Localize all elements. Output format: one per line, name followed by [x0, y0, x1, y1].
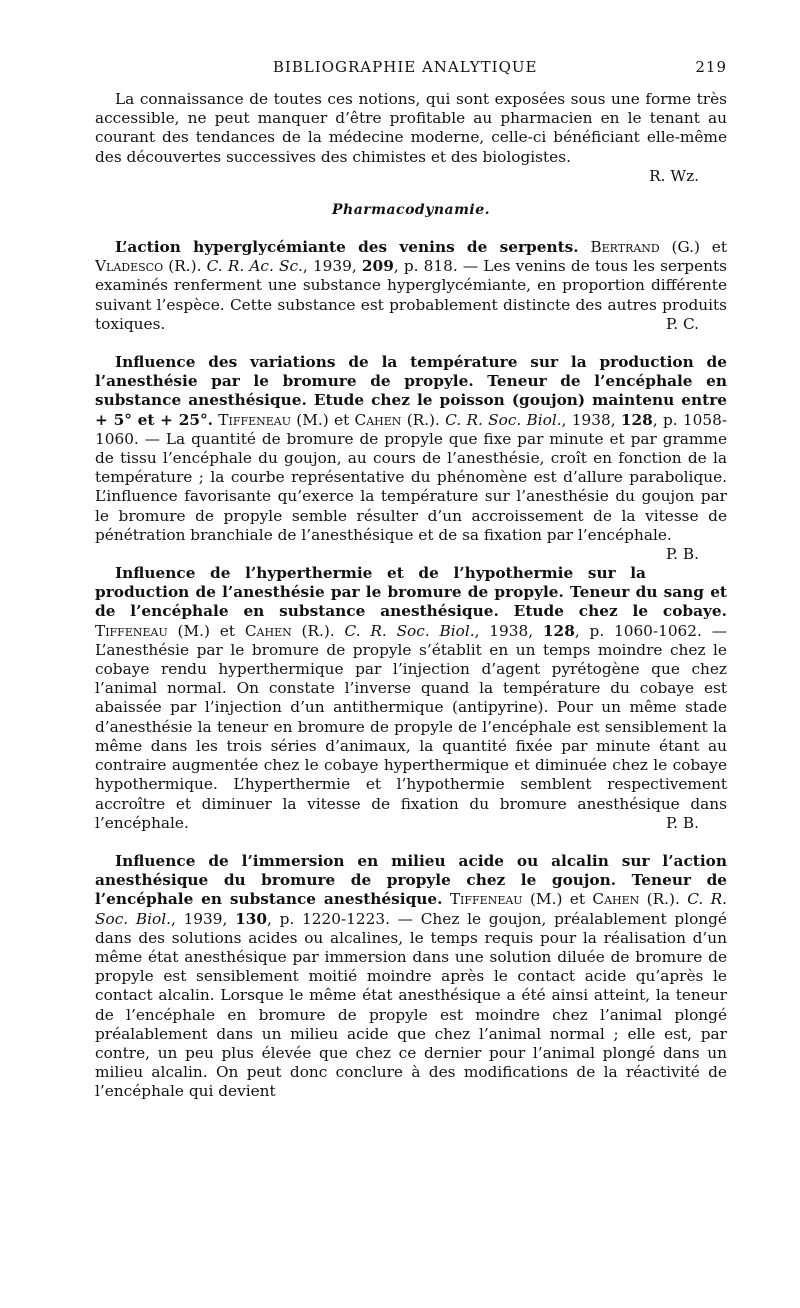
- running-header: [95, 58, 727, 76]
- entry-volume: 130: [235, 909, 268, 928]
- entry-volume: 128: [542, 621, 575, 640]
- entry-journal: C. R. Soc. Biol.: [344, 621, 475, 640]
- entry-author: Cahen: [592, 890, 640, 909]
- entry: [95, 353, 727, 564]
- entry-author: Vladesco: [95, 257, 164, 276]
- entry-pages: , p. 818. —: [393, 257, 484, 276]
- entry-title: L’action hyperglycémiante des venins de serpents.: [115, 238, 579, 257]
- entry-author: Cahen: [244, 621, 292, 640]
- entry-body: La quantité de bromure de propyle que fixe par minute et par gramme de tissu l’encéphale du goujon, au cours de l’anesthésie, croît en fonction de la température ; la courbe représentative du phénomène est d’allure parabolique. L’influence favorisante qu’exerce la température sur l’anesthésie du goujon par le bromure de propyle semble résulter d’un accroissement de la vitesse de pénétration branchiale de l’anesthésique et de sa fixation par l’encéphale.: [95, 429, 727, 544]
- entry-author-initial: (G.) et: [659, 238, 727, 257]
- entry-pages: , p. 1060-1062. —: [574, 621, 727, 640]
- entry-journal: C. R. Ac. Sc.: [206, 257, 303, 276]
- entry-author: Bertrand: [590, 238, 660, 257]
- intro-text: La connaissance de toutes ces notions, qui sont exposées sous une forme très accessible, ne peut manquer d’être profitable au pharmacien en le tenant au courant des tendances de la médecine moderne, celle-ci bénéficiant elle-même des découvertes successives des chimistes et des biologistes.: [95, 90, 727, 166]
- entry-year: , 1939,: [302, 257, 362, 276]
- running-title: BIBLIOGRAPHIE ANALYTIQUE: [272, 58, 538, 76]
- intro-signature: R. Wz.: [649, 166, 699, 185]
- entry-volume: 128: [620, 410, 653, 429]
- entry-journal: C. R. Soc. Biol.: [95, 890, 727, 928]
- page-number: 219: [695, 58, 727, 76]
- entry-signature: P. B.: [665, 813, 699, 832]
- entry-body: L’anesthésie par le bromure de propyle s’établit en un temps moindre chez le cobaye rendu hyperthermique par l’injection d’agent pyrétogène que chez l’animal normal. On constate l’inverse quand la température du cobaye est abaissée par l’injection d’un antithermique (antipyrine). Pour un même stade d’anesthésie la teneur en bromure de propyle de l’encéphale est sensiblement la même dans les trois séries d’animaux, la quantité fixée par minute étant au contraire augmentée chez le cobaye hyperthermique et diminuée chez le cobaye hypothermique. L’hyperthermie et l’hypothermie semblent respectivement accroître et diminuer la vitesse de fixation du bromure anesthésique dans l’encéphale.: [95, 640, 727, 832]
- entry-body: Les venins de tous les serpents examinés renferment une substance hyperglycémiante, en proportion différente suivant l’espèce. Cette substance est probablement distincte des autres produits toxiques.: [95, 257, 727, 333]
- entry-year: , 1939,: [170, 909, 236, 928]
- entries-list: [95, 238, 727, 1102]
- entry-pages: , p. 1220-1223. —: [267, 909, 421, 928]
- entry-year: , 1938,: [474, 621, 543, 640]
- entry-author: Tiffeneau: [95, 621, 168, 640]
- entry-author-initial: (R.).: [291, 621, 345, 640]
- entry-author-initial: (R.).: [401, 410, 446, 429]
- entry-author: Tiffeneau: [218, 410, 291, 429]
- entry-year: , 1938,: [561, 410, 621, 429]
- entry-author: Tiffeneau: [449, 890, 523, 909]
- entry-author-initial: (R.).: [163, 257, 207, 276]
- entry-pages: , p. 1058-1060. —: [95, 410, 727, 448]
- entry-volume: 209: [361, 257, 394, 276]
- entry-body: Chez le goujon, préalablement plongé dans des solutions acides ou alcalines, le temps requis pour la réalisation d’un même état anesthésique par immersion dans une solution diluée de bromure de propyle est sensiblement moitié moindre après le contact acide qu’après le contact alcalin. Lorsque le même état anesthésique a été ainsi atteint, la teneur de l’encéphale en bromure de propyle est moindre chez l’animal plongé préalablement dans un milieu acide que chez l’animal normal ; elle est, par contre, un peu plus élevée que chez ce dernier pour l’animal plongé dans un milieu alcalin. On peut donc conclure à des modifications de la réactivité de l’encéphale qui devient: [95, 909, 727, 1101]
- entry: [95, 564, 727, 833]
- page: [95, 58, 727, 1102]
- entry-signature: P. B.: [665, 545, 699, 564]
- entry-author: Cahen: [354, 410, 402, 429]
- entry: [95, 852, 727, 1102]
- intro-paragraph: [95, 90, 727, 167]
- entry-author-initial: (M.) et: [167, 621, 245, 640]
- section-title: Pharmacodynamie.: [332, 202, 490, 219]
- entry: [95, 238, 727, 334]
- entry-author-initial: (M.) et: [291, 410, 355, 429]
- entry-author-initial: (M.) et: [522, 890, 593, 909]
- entry-title: Influence de l’hyperthermie et de l’hypothermie sur la production de l’anesthésie par le bromure de propyle. Teneur du sang et de l’encéphale en substance anesthésique. Etude chez le cobaye.: [95, 564, 727, 621]
- entry-signature: P. C.: [666, 314, 699, 333]
- entry-journal: C. R. Soc. Biol.: [445, 410, 562, 429]
- entry-title: Influence des variations de la température sur la production de l’anesthésie par le bromure de propyle. Teneur de l’encéphale en substance anesthésique. Etude chez le poisson (goujon) maintenu entre + 5° et + 25°.: [95, 353, 727, 429]
- entry-title: Influence de l’immersion en milieu acide ou alcalin sur l’action anesthésique du bromure de propyle chez le goujon. Teneur de l’encéphale en substance anesthésique.: [95, 851, 727, 909]
- entry-author-initial: (R.).: [639, 890, 688, 909]
